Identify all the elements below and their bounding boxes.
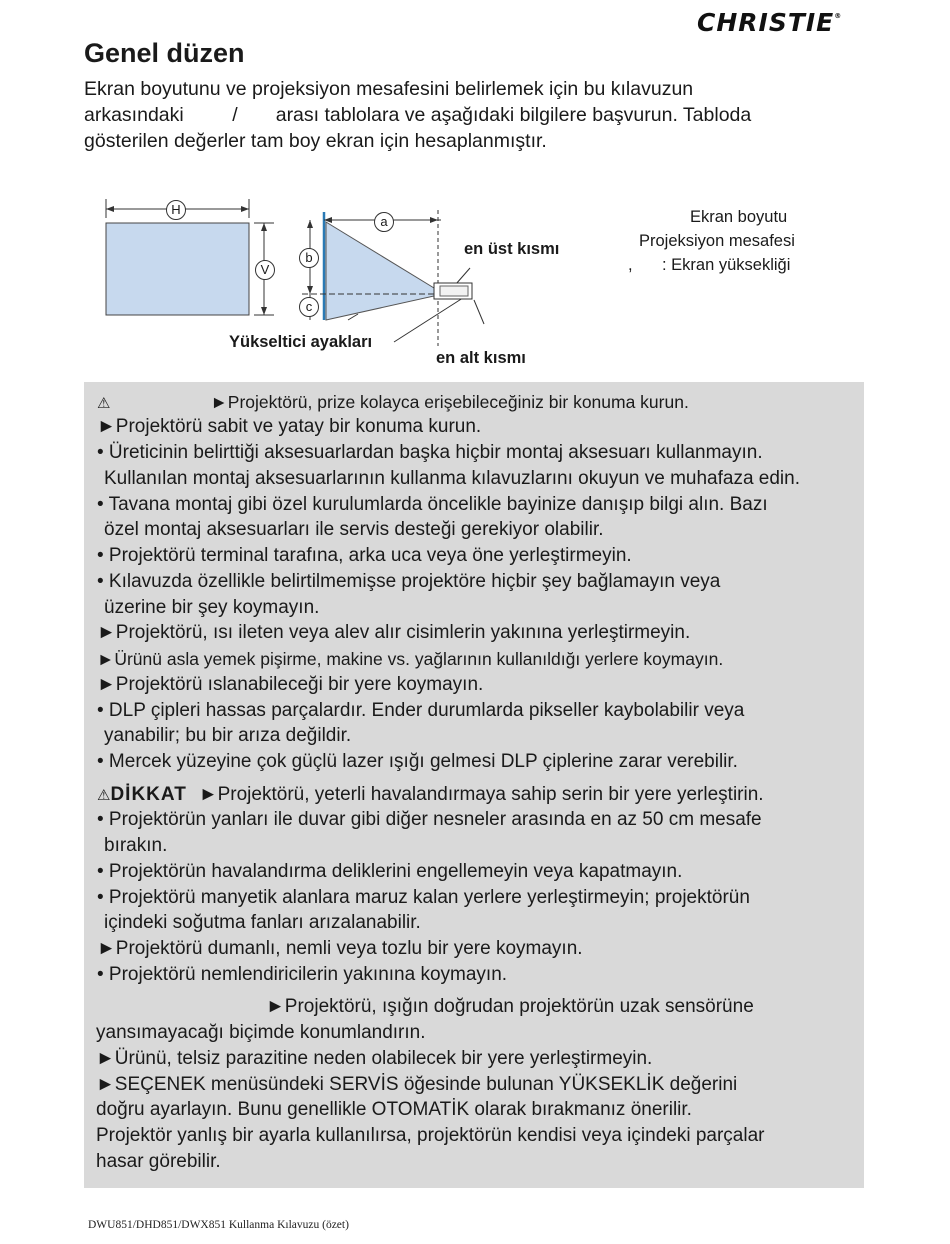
marker-b: b bbox=[299, 248, 319, 268]
notice-line: hasar görebilir. bbox=[96, 1151, 221, 1172]
page-footer: DWU851/DHD851/DWX851 Kullanma Kılavuzu (özet) bbox=[88, 1219, 349, 1231]
notice-line: • Tavana montaj gibi özel kurulumlarda öncelikle bayinize danışıp bilgi alın. Bazı bbox=[97, 494, 768, 515]
notice-line: ►Ürünü asla yemek pişirme, makine vs. yağlarının kullanıldığı yerlere koymayın. bbox=[97, 649, 724, 669]
notice-line: doğru ayarlayın. Bunu genellikle OTOMATİK olarak bırakmanız önerilir. bbox=[96, 1099, 692, 1120]
label-top-part: en üst kısmı bbox=[464, 240, 560, 258]
caution-line: ⚠DİKKAT ►Projektörü, yeterli havalandırmaya sahip serin bir yere yerleştirin. bbox=[97, 784, 764, 805]
safety-notices-box bbox=[84, 382, 864, 1188]
intro-line-3: gösterilen değerler tam boy ekran için hesaplanmıştır. bbox=[84, 130, 547, 152]
legend-projection-distance: Projeksiyon mesafesi bbox=[639, 232, 795, 250]
notice-line: • Mercek yüzeyine çok güçlü lazer ışığı gelmesi DLP çiplerine zarar verebilir. bbox=[97, 751, 738, 772]
caution-word: DİKKAT bbox=[110, 784, 187, 805]
notice-line: yanabilir; bu bir arıza değildir. bbox=[104, 725, 352, 746]
page-title: Genel düzen bbox=[84, 38, 245, 68]
notice-line: ►Projektörü ıslanabileceği bir yere koymayın. bbox=[97, 674, 484, 695]
notice-line: ►Projektörü, ışığın doğrudan projektörün uzak sensörüne bbox=[266, 996, 754, 1017]
notice-line: bırakın. bbox=[104, 835, 168, 856]
notice-line: • Projektörün havalandırma deliklerini engellemeyin veya kapatmayın. bbox=[97, 861, 683, 882]
warning-icon: ⚠ bbox=[97, 395, 111, 412]
notice-line: • Projektörü manyetik alanlara maruz kalan yerlere yerleştirmeyin; projektörün bbox=[97, 887, 750, 908]
intro-line-1: Ekran boyutunu ve projeksiyon mesafesini belirlemek için bu kılavuzun bbox=[84, 78, 694, 100]
caution-icon: ⚠ bbox=[97, 787, 111, 804]
notice-line: ►Projektörü sabit ve yatay bir konuma kurun. bbox=[97, 416, 482, 437]
marker-a: a bbox=[374, 212, 394, 232]
marker-c: c bbox=[299, 297, 319, 317]
legend-separator: , bbox=[628, 256, 633, 274]
notice-line: • Projektörü nemlendiricilerin yakınına koymayın. bbox=[97, 964, 508, 985]
notice-line: ►SEÇENEK menüsündeki SERVİS öğesinde bulunan YÜKSEKLİK değerini bbox=[96, 1074, 738, 1095]
notice-line: yansımayacağı biçimde konumlandırın. bbox=[96, 1022, 426, 1043]
marker-h: H bbox=[166, 200, 186, 220]
notice-line: ►Projektörü, ısı ileten veya alev alır cisimlerin yakınına yerleştirmeyin. bbox=[97, 622, 691, 643]
label-bottom-part: en alt kısmı bbox=[436, 349, 526, 367]
notice-line: Projektör yanlış bir ayarla kullanılırsa, projektörün kendisi veya içindeki parçalar bbox=[96, 1125, 765, 1146]
christie-logo: CHRISTIE® bbox=[697, 8, 843, 37]
notice-line: • DLP çipleri hassas parçalardır. Ender durumlarda pikseller kaybolabilir veya bbox=[97, 700, 745, 721]
notice-line: özel montaj aksesuarları ile servis desteği gerekiyor olabilir. bbox=[104, 519, 604, 540]
notice-line: • Projektörün yanları ile duvar gibi diğer nesneler arasında en az 50 cm mesafe bbox=[97, 809, 762, 830]
label-elevator-feet: Yükseltici ayakları bbox=[229, 333, 373, 351]
notice-line: ►Projektörü dumanlı, nemli veya tozlu bir yere koymayın. bbox=[97, 938, 583, 959]
notice-line: • Üreticinin belirttiği aksesuarlardan başka hiçbir montaj aksesuarı kullanmayın. bbox=[97, 442, 763, 463]
notice-line: üzerine bir şey koymayın. bbox=[104, 597, 320, 618]
notice-line: ►Ürünü, telsiz parazitine neden olabilecek bir yere yerleştirmeyin. bbox=[96, 1048, 653, 1069]
notice-line: • Projektörü terminal tarafına, arka uca veya öne yerleştirmeyin. bbox=[97, 545, 632, 566]
intro-line-2: arkasındaki / arası tablolara ve aşağıdaki bilgilere başvurun. Tabloda bbox=[84, 104, 752, 126]
intro-paragraph bbox=[84, 76, 844, 154]
notice-line: Kullanılan montaj aksesuarlarının kullanma kılavuzlarını okuyun ve muhafaza edin. bbox=[104, 468, 800, 489]
marker-v: V bbox=[255, 260, 275, 280]
legend-screen-height: : Ekran yüksekliği bbox=[662, 256, 791, 274]
legend-screen-size: Ekran boyutu bbox=[690, 208, 788, 226]
warning-line: ⚠ ►Projektörü, prize kolayca erişebileceğiniz bir konuma kurun. bbox=[97, 392, 689, 412]
notice-line: • Kılavuzda özellikle belirtilmemişse projektöre hiçbir şey bağlamayın veya bbox=[97, 571, 721, 592]
notice-line: içindeki soğutma fanları arızalanabilir. bbox=[104, 912, 421, 933]
